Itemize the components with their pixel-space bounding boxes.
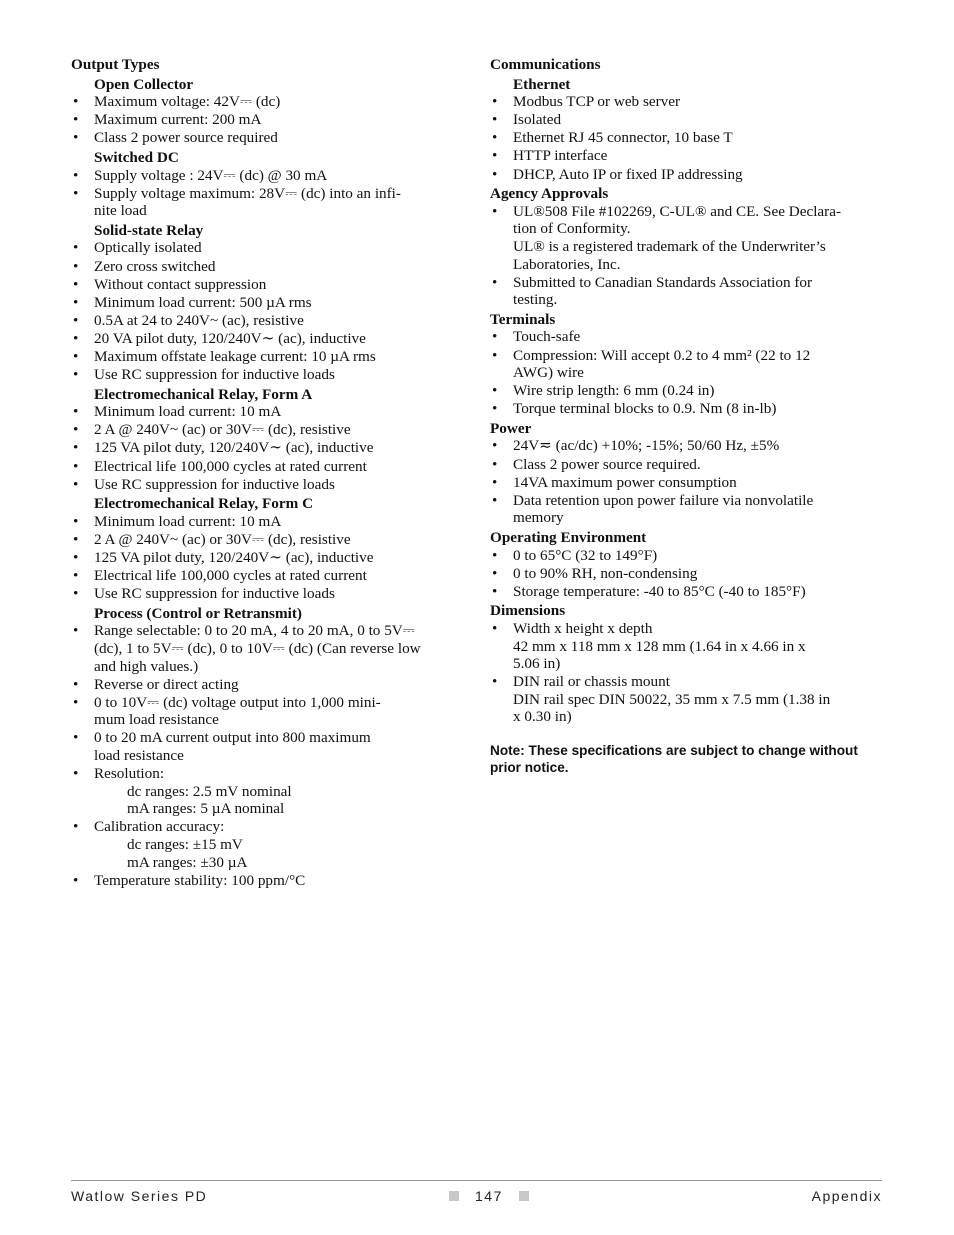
list-item-line: and high values.) (94, 657, 199, 675)
list-item-line: UL® is a registered trademark of the Underwriter’s (513, 237, 826, 255)
list-item-line: testing. (513, 291, 558, 309)
list-item (71, 348, 466, 366)
list-item-line: • Wire strip length: 6 mm (0.24 in) (513, 382, 715, 400)
list-item-line: • Width x height x depth (513, 619, 653, 637)
list-item-line: • Electrical life 100,000 cycles at rated current (94, 567, 367, 585)
list-item-line: • Data retention upon power failure via nonvolatile (513, 491, 814, 509)
list-item-line: • Electrical life 100,000 cycles at rated current (94, 457, 367, 475)
section-heading: Agency Approvals (490, 185, 609, 203)
list-item (71, 439, 466, 457)
list-item-line: • Without contact suppression (94, 275, 267, 293)
list-item (71, 765, 466, 818)
list-item-line: dc ranges: ±15 mV (127, 836, 243, 854)
list-item-line: • Class 2 power source required (94, 129, 278, 147)
page-number: 147 (475, 1188, 503, 1204)
section-heading: Operating Environment (490, 528, 647, 546)
list-item (71, 585, 466, 603)
list-item (71, 239, 466, 257)
list-item-line: • Resolution: (94, 765, 165, 783)
list-item-line: • 125 VA pilot duty, 120/240V∼ (ac), inductive (94, 439, 374, 457)
list-item (71, 258, 466, 276)
bullet-list (71, 167, 466, 220)
list-item (490, 111, 890, 129)
list-item-line: • Maximum voltage: 42V⎓ (dc) (94, 93, 281, 111)
list-item (71, 312, 466, 330)
bullet-list (490, 93, 890, 183)
list-item (490, 673, 890, 726)
list-item-line: • 125 VA pilot duty, 120/240V∼ (ac), inductive (94, 549, 374, 567)
list-item-line: 5.06 in) (513, 655, 561, 673)
footer-section-name: Appendix (811, 1188, 882, 1204)
list-item-line: • Minimum load current: 500 µA rms (94, 293, 312, 311)
list-item-line: • Use RC suppression for inductive loads (94, 585, 335, 603)
bullet-list (490, 437, 890, 526)
list-item-line: mum load resistance (94, 711, 219, 729)
list-item (490, 203, 890, 273)
list-item (71, 872, 466, 890)
list-item-line: • Reverse or direct acting (94, 675, 239, 693)
list-item-line: • 14VA maximum power consumption (513, 473, 737, 491)
list-item (490, 492, 890, 527)
list-item-line: • Supply voltage : 24V⎓ (dc) @ 30 mA (94, 166, 328, 184)
section-heading: Communications (490, 56, 601, 73)
list-item-line: tion of Conformity. (513, 220, 631, 238)
list-item-line: • DHCP, Auto IP or fixed IP addressing (513, 165, 743, 183)
list-item-line: • Storage temperature: -40 to 85°C (-40 to 185°F) (513, 582, 806, 600)
square-bullet-icon (449, 1191, 459, 1201)
list-item-line: mA ranges: ±30 µA (127, 853, 248, 871)
list-item-line: • Modbus TCP or web server (513, 93, 681, 111)
bullet-list (490, 328, 890, 417)
list-item-line: • Submitted to Canadian Standards Association for (513, 273, 813, 291)
list-item (71, 676, 466, 694)
list-item (71, 531, 466, 549)
list-item-line: mA ranges: 5 µA nominal (127, 800, 285, 818)
list-item (71, 476, 466, 494)
list-item (71, 93, 466, 111)
list-item-line: x 0.30 in) (513, 708, 572, 726)
footer-document-title: Watlow Series PD (71, 1188, 208, 1204)
subsection-heading: Open Collector (94, 75, 194, 93)
list-item (490, 620, 890, 673)
list-item-line: • 0 to 65°C (32 to 149°F) (513, 546, 658, 564)
list-item-line: AWG) wire (513, 364, 584, 382)
list-item (71, 129, 466, 147)
footer-divider (71, 1180, 882, 1181)
list-item-line: • 2 A @ 240V~ (ac) or 30V⎓ (dc), resistive (94, 530, 351, 548)
bullet-list (490, 547, 890, 601)
list-item-line: • 24V≂ (ac/dc) +10%; -15%; 50/60 Hz, ±5% (513, 437, 780, 455)
list-item-line: • Torque terminal blocks to 0.9. Nm (8 in-lb) (513, 400, 777, 418)
list-item-line: dc ranges: 2.5 mV nominal (127, 782, 292, 800)
list-item (490, 382, 890, 400)
bullet-list (490, 203, 890, 309)
subsection-heading: Electromechanical Relay, Form A (94, 385, 313, 403)
list-item-line: • UL®508 File #102269, C-UL® and CE. See Declara- (513, 202, 842, 220)
bullet-list (71, 622, 466, 889)
list-item-line: • Temperature stability: 100 ppm/°C (94, 871, 306, 889)
list-item (490, 347, 890, 382)
list-item (71, 276, 466, 294)
list-item (490, 474, 890, 492)
bullet-list (71, 403, 466, 493)
list-item (71, 111, 466, 129)
list-item-line: • 0.5A at 24 to 240V~ (ac), resistive (94, 311, 304, 329)
list-item-line: DIN rail spec DIN 50022, 35 mm x 7.5 mm (1.38 in (513, 690, 831, 708)
subsection-heading: Electromechanical Relay, Form C (94, 495, 314, 513)
list-item-line: • Touch-safe (513, 328, 581, 346)
list-item (490, 565, 890, 583)
list-item-line: 42 mm x 118 mm x 128 mm (1.64 in x 4.66 in x (513, 637, 806, 655)
list-item (490, 547, 890, 565)
list-item-line: (dc), 1 to 5V⎓ (dc), 0 to 10V⎓ (dc) (Can reverse low (94, 640, 421, 657)
list-item-line: • Supply voltage maximum: 28V⎓ (dc) into an infi- (94, 184, 401, 202)
list-item-line: • Isolated (513, 111, 562, 129)
list-item (71, 421, 466, 439)
list-item-line: • DIN rail or chassis mount (513, 673, 670, 691)
list-item-line: • 0 to 10V⎓ (dc) voltage output into 1,000 mini- (94, 693, 381, 711)
footer-page-number-group (433, 1188, 545, 1204)
list-item-line: • Compression: Will accept 0.2 to 4 mm² (22 to 12 (513, 346, 811, 364)
subsection-heading: Switched DC (94, 148, 179, 166)
list-item-line: load resistance (94, 747, 184, 765)
list-item (490, 400, 890, 418)
list-item-line: • HTTP interface (513, 147, 608, 165)
section-heading: Terminals (490, 310, 556, 328)
square-bullet-icon (519, 1191, 529, 1201)
list-item (71, 330, 466, 348)
list-item (71, 458, 466, 476)
subsection-heading: Process (Control or Retransmit) (94, 604, 302, 622)
list-item (71, 694, 466, 729)
list-item-line: • 0 to 90% RH, non-condensing (513, 564, 698, 582)
list-item (71, 513, 466, 531)
list-item-line: • Calibration accuracy: (94, 818, 225, 836)
bullet-list (490, 620, 890, 726)
list-item (71, 549, 466, 567)
list-item-line: • Use RC suppression for inductive loads (94, 366, 335, 384)
list-item (71, 294, 466, 312)
list-item (490, 147, 890, 165)
list-item (490, 129, 890, 147)
list-item-line: • Minimum load current: 10 mA (94, 512, 282, 530)
list-item (71, 185, 466, 220)
subsection-heading: Solid-state Relay (94, 221, 204, 239)
list-item-line: memory (513, 509, 564, 527)
list-item (71, 167, 466, 185)
list-item-line: • Range selectable: 0 to 20 mA, 4 to 20 mA, 0 to 5V⎓ (94, 622, 415, 640)
list-item (490, 274, 890, 309)
list-item (71, 818, 466, 871)
subsection-heading: Ethernet (513, 75, 571, 93)
list-item-line: nite load (94, 202, 147, 220)
list-item (490, 328, 890, 346)
list-item-line: • Use RC suppression for inductive loads (94, 475, 335, 493)
list-item (490, 166, 890, 184)
list-item (490, 93, 890, 111)
list-item (490, 583, 890, 601)
list-item (490, 456, 890, 474)
list-item-line: • 0 to 20 mA current output into 800 maximum (94, 729, 371, 747)
right-column (490, 54, 890, 776)
left-column (71, 54, 466, 890)
list-item (71, 366, 466, 384)
list-item-line: • 2 A @ 240V~ (ac) or 30V⎓ (dc), resistive (94, 421, 351, 439)
list-item (490, 437, 890, 455)
section-heading: Power (490, 419, 532, 437)
bullet-list (71, 239, 466, 383)
list-item-line: • Maximum current: 200 mA (94, 111, 262, 129)
list-item-line: • Zero cross switched (94, 257, 216, 275)
bullet-list (71, 513, 466, 603)
list-item-line: • Minimum load current: 10 mA (94, 403, 282, 421)
bullet-list (71, 93, 466, 147)
page-footer (71, 1188, 882, 1208)
section-heading: Dimensions (490, 602, 566, 620)
list-item (71, 729, 466, 764)
section-heading: Output Types (71, 56, 160, 73)
list-item-line: • Ethernet RJ 45 connector, 10 base T (513, 129, 733, 147)
list-item-line: • 20 VA pilot duty, 120/240V∼ (ac), inductive (94, 329, 366, 347)
list-item-line: Laboratories, Inc. (513, 255, 621, 273)
list-item-line: • Optically isolated (94, 239, 202, 257)
list-item (71, 622, 466, 675)
list-item-line: • Maximum offstate leakage current: 10 µA rms (94, 348, 376, 365)
list-item (71, 567, 466, 585)
spec-note: Note: These specifications are subject to change without prior notice. (490, 742, 858, 775)
list-item-line: • Class 2 power source required. (513, 455, 701, 473)
list-item (71, 403, 466, 421)
